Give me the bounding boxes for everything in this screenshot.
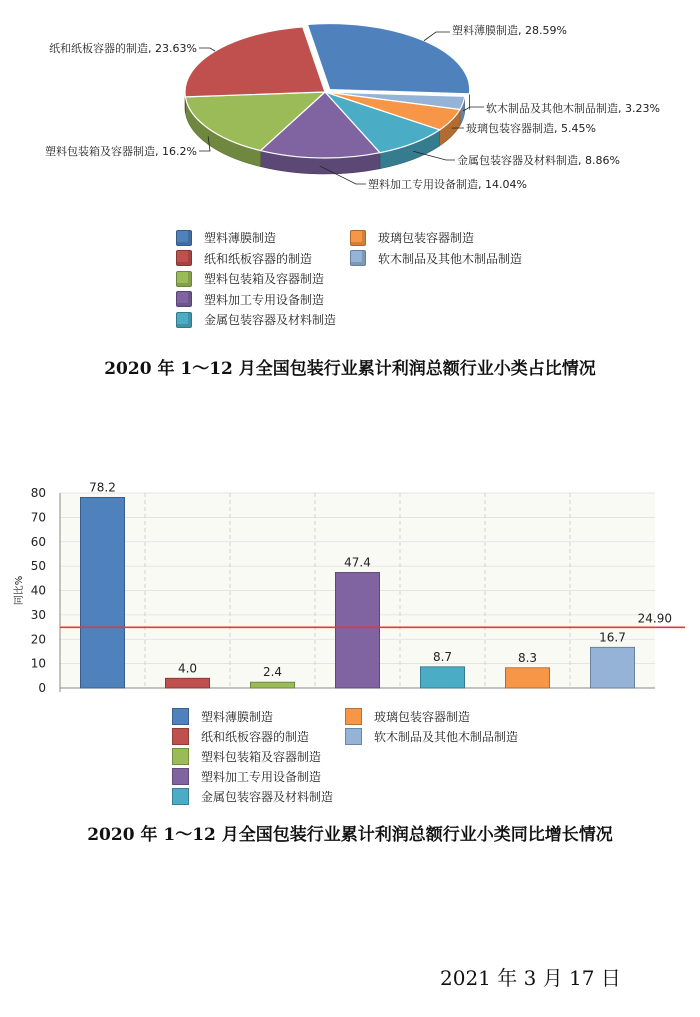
y-tick-label: 60: [30, 534, 46, 549]
legend-swatch: [172, 748, 189, 765]
bar-data-label: 8.7: [432, 649, 453, 664]
bar-data-label: 4.0: [177, 661, 198, 676]
bar-data-label: 8.3: [517, 650, 538, 665]
pie-data-label: 纸和纸板容器的制造, 23.63%: [49, 42, 197, 55]
legend-item: [345, 708, 470, 725]
y-tick-label: 30: [30, 607, 46, 622]
y-tick-label: 50: [30, 559, 46, 574]
legend-label: 塑料加工专用设备制造: [204, 292, 325, 307]
legend-swatch: [172, 768, 189, 785]
legend-label: 玻璃包装容器制造: [374, 710, 471, 724]
pie-data-label: 塑料包装箱及容器制造, 16.2%: [45, 145, 197, 158]
legend-swatch: [172, 788, 189, 805]
legend-item: [172, 708, 273, 725]
legend-label: 塑料包装箱及容器制造: [201, 750, 322, 764]
pie-data-label: 玻璃包装容器制造, 5.45%: [466, 122, 596, 135]
legend-label: 塑料薄膜制造: [204, 231, 277, 245]
legend-label: 塑料包装箱及容器制造: [204, 272, 325, 286]
y-tick-label: 40: [30, 583, 46, 598]
pie-data-label: 塑料加工专用设备制造, 14.04%: [368, 178, 527, 191]
bar-data-label: 2.4: [262, 665, 283, 680]
pie-data-label: 金属包装容器及材料制造, 8.86%: [457, 154, 620, 167]
legend-item: [172, 748, 321, 765]
y-axis-label: 同比%: [14, 575, 25, 606]
legend-swatch: [172, 728, 189, 745]
legend-swatch: [172, 708, 189, 725]
legend-item: [172, 768, 321, 785]
legend-label: 软木制品及其他木制品制造: [374, 730, 519, 744]
legend-label: 塑料薄膜制造: [201, 710, 274, 724]
legend-item: [345, 728, 518, 745]
bar-chart-caption: 2020 年 1～12 月全国包装行业累计利润总额行业小类同比增长情况: [87, 825, 613, 845]
bar-data-label: 78.2: [89, 480, 116, 495]
legend-swatch: [345, 708, 362, 725]
reference-line-label: 24.90: [637, 611, 672, 626]
y-tick-label: 70: [30, 510, 46, 525]
y-tick-label: 80: [30, 486, 46, 500]
y-tick-label: 0: [38, 681, 46, 695]
legend-swatch: [345, 728, 362, 745]
legend-label: 金属包装容器及材料制造: [201, 790, 334, 804]
y-tick-label: 10: [30, 656, 46, 671]
legend-label: 软木制品及其他木制品制造: [378, 251, 523, 266]
legend-label: 纸和纸板容器的制造: [204, 251, 313, 266]
bar-data-label: 47.4: [344, 555, 371, 570]
legend-label: 金属包装容器及材料制造: [204, 313, 337, 327]
legend-item: [172, 788, 333, 805]
legend-label: 玻璃包装容器制造: [378, 231, 475, 245]
legend-item: [172, 728, 309, 745]
y-tick-label: 20: [30, 632, 46, 647]
pie-chart-caption: 2020 年 1～12 月全国包装行业累计利润总额行业小类占比情况: [104, 359, 596, 379]
legend-label: 塑料加工专用设备制造: [201, 770, 322, 784]
legend-label: 纸和纸板容器的制造: [201, 730, 310, 744]
bar-data-label: 16.7: [599, 630, 626, 645]
publish-date: 2021 年 3 月 17 日: [440, 966, 621, 990]
pie-data-label: 软木制品及其他木制品制造, 3.23%: [486, 102, 660, 115]
pie-data-label: 塑料薄膜制造, 28.59%: [452, 24, 567, 37]
